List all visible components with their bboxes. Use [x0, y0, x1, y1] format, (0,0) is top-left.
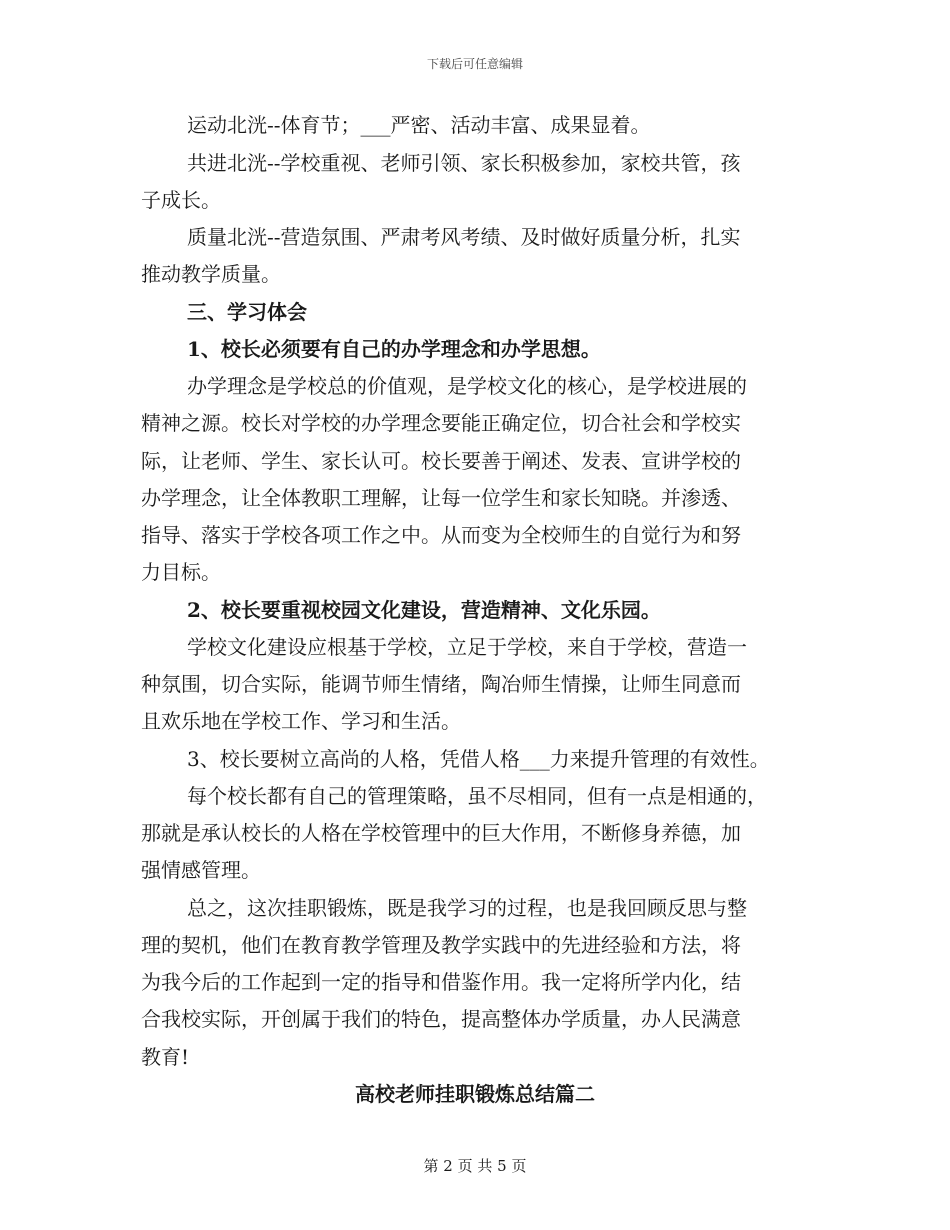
body-line: 子成长。 — [141, 188, 221, 212]
body-line: 运动北洸--体育节；___严密、活动丰富、成果显着。 — [187, 113, 651, 137]
body-line: 办学理念，让全体教职工理解，让每一位学生和家长知晓。并渗透、 — [141, 486, 741, 510]
body-line: 为我今后的工作起到一定的指导和借鉴作用。我一定将所学内化，结 — [141, 970, 741, 994]
section-title: 高校老师挂职锻炼总结篇二 — [355, 1082, 595, 1106]
body-line: 那就是承认校长的人格在学校管理中的巨大作用，不断修身养德，加 — [141, 821, 741, 845]
body-line: 每个校长都有自己的管理策略，虽不尽相同，但有一点是相通的， — [187, 784, 767, 808]
body-line: 推动教学质量。 — [141, 262, 281, 286]
page-number: 第 2 页 共 5 页 — [423, 1157, 527, 1175]
body-line: 3、校长要树立高尚的人格，凭借人格___力来提升管理的有效性。 — [187, 747, 770, 771]
body-line: 际，让老师、学生、家长认可。校长要善于阐述、发表、宣讲学校的 — [141, 449, 741, 473]
body-line: 种氛围，切合实际，能调节师生情绪，陶冶师生情操，让师生同意而 — [141, 672, 741, 696]
body-line: 理的契机，他们在教育教学管理及教学实践中的先进经验和方法，将 — [141, 933, 741, 957]
body-line: 共进北洸--学校重视、老师引领、家长积极参加，家校共管，孩 — [187, 151, 741, 175]
subheading: 2、校长要重视校园文化建设，营造精神、文化乐园。 — [187, 598, 661, 622]
body-line: 总之，这次挂职锻炼，既是我学习的过程，也是我回顾反思与整 — [187, 896, 747, 920]
body-line: 质量北洸--营造氛围、严肃考风考绩、及时做好质量分析，扎实 — [187, 225, 741, 249]
body-line: 指导、落实于学校各项工作之中。从而变为全校师生的自觉行为和努 — [141, 523, 741, 547]
body-line: 且欢乐地在学校工作、学习和生活。 — [141, 709, 461, 733]
body-line: 学校文化建设应根基于学校，立足于学校，来自于学校，营造一 — [187, 635, 747, 659]
body-line: 办学理念是学校总的价值观，是学校文化的核心，是学校进展的 — [187, 374, 747, 398]
download-note: 下载后可任意编辑 — [426, 57, 523, 71]
body-line: 力目标。 — [141, 560, 221, 584]
subheading: 1、校长必须要有自己的办学理念和办学思想。 — [187, 337, 601, 361]
body-line: 强情感管理。 — [141, 858, 261, 882]
body-line: 合我校实际，开创属于我们的特色，提高整体办学质量，办人民满意 — [141, 1007, 741, 1031]
section-heading: 三、学习体会 — [187, 300, 307, 324]
body-line: 精神之源。校长对学校的办学理念要能正确定位，切合社会和学校实 — [141, 411, 741, 435]
body-line: 教育! — [141, 1045, 190, 1069]
